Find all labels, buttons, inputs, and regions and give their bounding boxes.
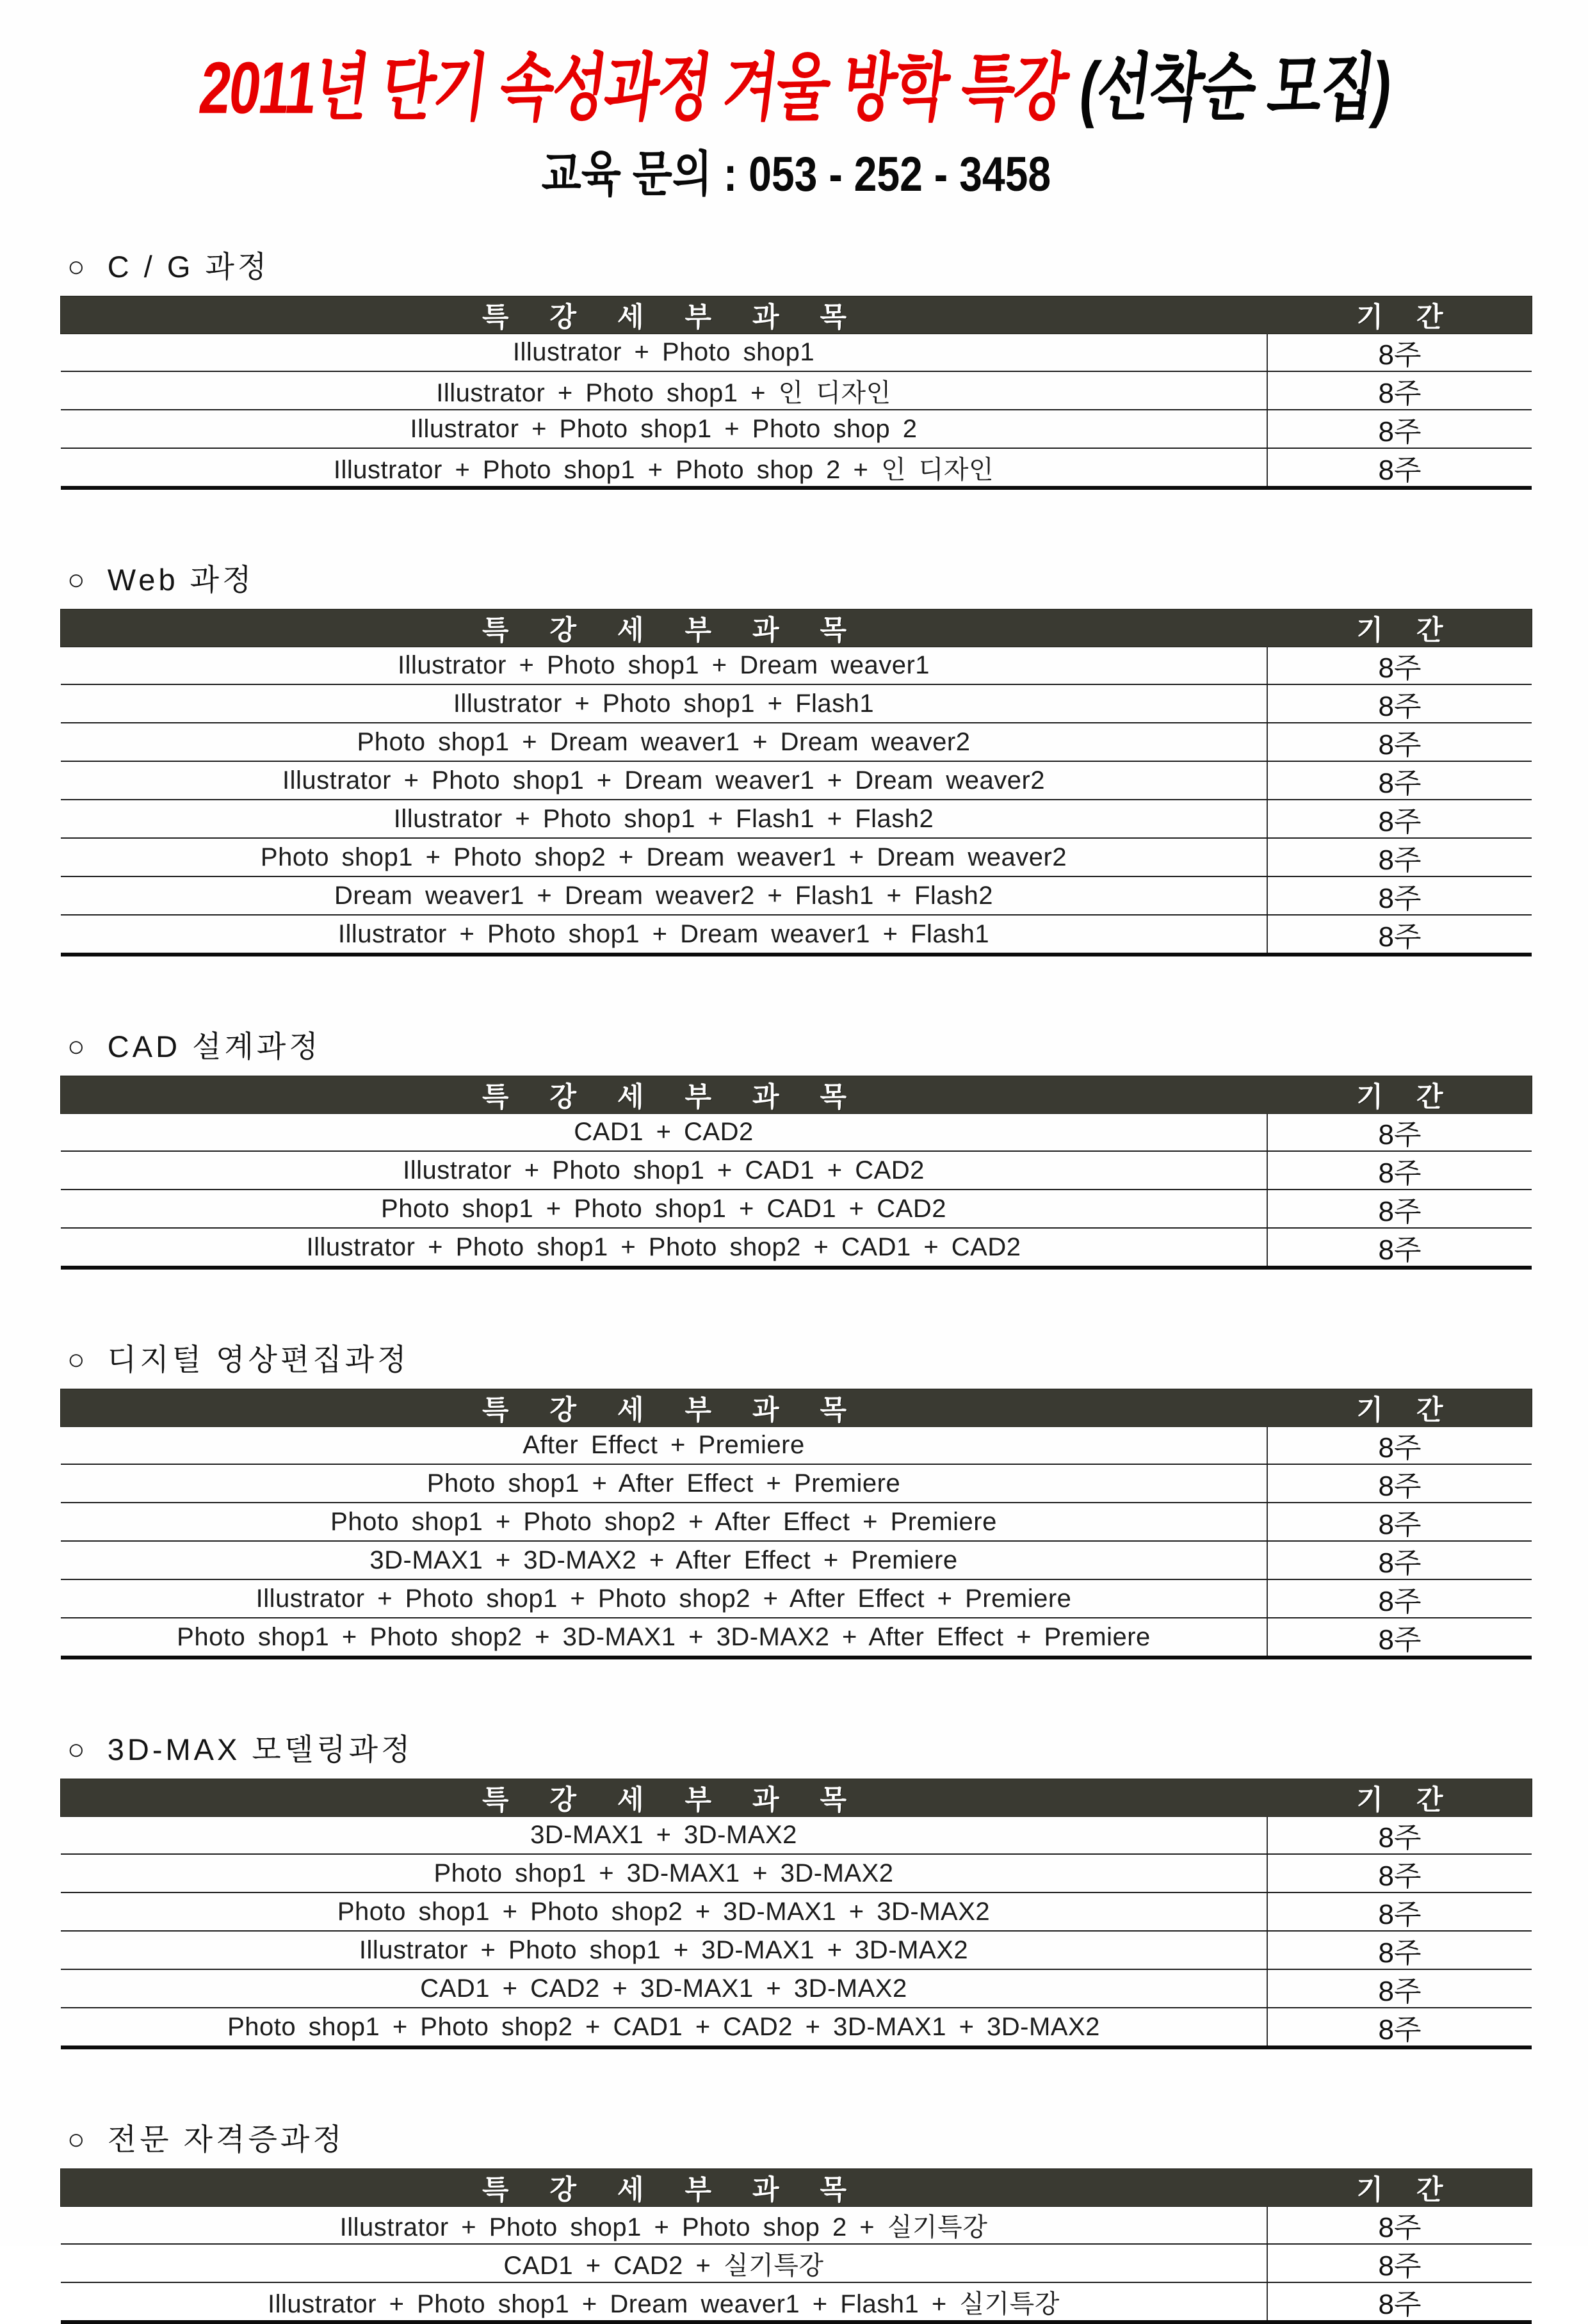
table-header-row [61,1389,1532,1426]
column-header-duration: 기 간 [1356,1784,1456,1816]
section-header [61,243,1532,286]
course-duration: 8주 [1267,647,1532,684]
column-header-duration: 기 간 [1356,2174,1456,2206]
course-subject: Illustrator + Photo shop1 + Photo shop2 + CAD1 + CAD2 [306,1232,1021,1261]
course-subject: Photo shop1 + 3D-MAX1 + 3D-MAX2 [433,1859,894,1887]
table-row [61,1618,1532,1656]
table-row [61,800,1532,839]
circle-bullet-icon: ○ [67,2122,88,2156]
course-duration: 8주 [1267,1542,1532,1579]
table-row [61,1190,1532,1229]
course-subject: Illustrator + Photo shop1 [512,337,815,366]
course-section [61,1726,1532,2049]
table-row [61,1855,1532,1893]
course-section [61,2116,1532,2324]
section-header [61,1023,1532,1066]
table-row [61,839,1532,877]
course-duration: 8주 [1267,916,1532,953]
course-subject: Illustrator + Photo shop1 + Flash1 + Flash2 [393,804,934,833]
circle-bullet-icon: ○ [67,1342,88,1376]
course-subject: Photo shop1 + Photo shop1 + CAD1 + CAD2 [381,1194,946,1223]
table-row [61,410,1532,449]
course-duration: 8주 [1267,1855,1532,1892]
table-row [61,762,1532,800]
table-row [61,1580,1532,1618]
column-header-subject: 특 강 세 부 과 목 [482,2174,863,2206]
course-subject: Photo shop1 + Photo shop2 + 3D-MAX1 + 3D-MAX2 + After Effect + Premiere [177,1622,1151,1651]
column-header-duration: 기 간 [1356,1394,1456,1426]
course-subject: Photo shop1 + Photo shop2 + After Effect + Premiere [330,1507,997,1536]
column-header-subject: 특 강 세 부 과 목 [482,1784,863,1816]
table-row [61,723,1532,762]
course-duration: 8주 [1267,334,1532,371]
course-duration: 8주 [1267,1152,1532,1189]
table-row [61,449,1532,486]
section-title: 전문 자격증과정 [107,2122,345,2156]
course-duration: 8주 [1267,1503,1532,1540]
course-duration: 8주 [1267,1113,1532,1150]
course-table [61,609,1532,956]
section-title: CAD 설계과정 [107,1029,321,1063]
sections [61,243,1532,2324]
contact-line [61,140,1532,201]
table-row [61,1932,1532,1970]
course-subject: Dream weaver1 + Dream weaver2 + Flash1 + Flash2 [334,881,994,910]
course-subject: 3D-MAX1 + 3D-MAX2 [530,1820,797,1849]
column-header-duration: 기 간 [1356,302,1456,333]
course-duration: 8주 [1267,410,1532,448]
table-header-row [61,1076,1532,1113]
section-header [61,1336,1532,1379]
course-subject: Illustrator + Photo shop1 + 3D-MAX1 + 3D-MAX2 [359,1935,969,1964]
column-header-duration: 기 간 [1356,615,1456,646]
course-subject: CAD1 + CAD2 + 실기특강 [503,2251,824,2280]
section-rows [61,1113,1532,1266]
table-row [61,877,1532,916]
table-header-row [61,2169,1532,2206]
course-table [61,2169,1532,2324]
course-subject: Illustrator + Photo shop1 + 인 디자인 [436,378,891,407]
column-header-subject: 특 강 세 부 과 목 [482,1394,863,1426]
course-table [61,1779,1532,2049]
table-row [61,2245,1532,2283]
page-title-text [195,29,1397,134]
course-section [61,1336,1532,1659]
table-row [61,1113,1532,1152]
course-section [61,1023,1532,1270]
course-duration: 8주 [1267,1816,1532,1853]
course-table [61,1389,1532,1659]
section-header [61,2116,1532,2159]
course-subject: Photo shop1 + Photo shop2 + 3D-MAX1 + 3D-MAX2 [337,1897,991,1926]
column-header-duration: 기 간 [1356,1081,1456,1113]
course-duration: 8주 [1267,449,1532,486]
course-subject: CAD1 + CAD2 [574,1117,754,1146]
circle-bullet-icon: ○ [67,562,88,596]
course-duration: 8주 [1267,800,1532,837]
course-duration: 8주 [1267,1465,1532,1502]
course-duration: 8주 [1267,1893,1532,1930]
table-row [61,1229,1532,1266]
table-row [61,1465,1532,1503]
course-section [61,556,1532,956]
course-duration: 8주 [1267,839,1532,876]
course-duration: 8주 [1267,1229,1532,1266]
course-subject: Illustrator + Photo shop1 + Dream weaver1 + Flash1 + 실기특강 [268,2289,1060,2318]
circle-bullet-icon: ○ [67,1732,88,1766]
section-rows [61,1816,1532,2046]
title-main: 2011년 단기 속성과정 겨울 방학 특강 [195,47,1085,129]
column-header-subject: 특 강 세 부 과 목 [482,302,863,333]
section-header [61,1726,1532,1769]
course-subject: Illustrator + Photo shop1 + Dream weaver1 + Dream weaver2 [282,766,1046,795]
course-duration: 8주 [1267,2008,1532,2046]
course-table [61,296,1532,490]
course-subject: Photo shop1 + Dream weaver1 + Dream weaver2 [357,727,971,756]
section-header [61,556,1532,599]
course-subject: Illustrator + Photo shop1 + Flash1 [453,689,875,718]
table-row [61,334,1532,372]
table-row [61,647,1532,685]
contact-phone: 교육 문의 : 053 - 252 - 3458 [541,147,1051,202]
section-title: Web 과정 [107,563,255,597]
table-row [61,2206,1532,2245]
course-duration: 8주 [1267,685,1532,722]
table-row [61,1503,1532,1542]
course-duration: 8주 [1267,877,1532,914]
course-duration: 8주 [1267,372,1532,409]
circle-bullet-icon: ○ [67,249,88,283]
course-duration: 8주 [1267,723,1532,761]
section-title: 3D-MAX 모델링과정 [107,1732,414,1766]
course-subject: Illustrator + Photo shop1 + Photo shop 2 [410,414,918,443]
course-subject: After Effect + Premiere [523,1430,805,1459]
column-header-subject: 특 강 세 부 과 목 [482,1081,863,1113]
course-subject: 3D-MAX1 + 3D-MAX2 + After Effect + Premiere [369,1545,958,1574]
course-duration: 8주 [1267,2245,1532,2282]
title-suffix: (선착순 모집) [1075,47,1396,129]
course-subject: Illustrator + Photo shop1 + Photo shop 2 + 실기특강 [339,2213,988,2241]
table-header-row [61,296,1532,334]
table-row [61,1816,1532,1855]
table-row [61,916,1532,953]
table-row [61,1542,1532,1580]
course-duration: 8주 [1267,1580,1532,1617]
section-title: 디지털 영상편집과정 [107,1343,410,1376]
course-table [61,1076,1532,1270]
table-row [61,372,1532,410]
course-duration: 8주 [1267,2206,1532,2243]
course-duration: 8주 [1267,2283,1532,2320]
course-duration: 8주 [1267,1618,1532,1656]
course-duration: 8주 [1267,1970,1532,2007]
course-section [61,243,1532,490]
table-row [61,1970,1532,2008]
course-duration: 8주 [1267,1426,1532,1464]
circle-bullet-icon: ○ [67,1029,88,1063]
course-subject: Illustrator + Photo shop1 + Photo shop 2 + 인 디자인 [333,455,994,484]
course-subject: Photo shop1 + After Effect + Premiere [426,1469,901,1497]
table-row [61,1152,1532,1190]
course-subject: CAD1 + CAD2 + 3D-MAX1 + 3D-MAX2 [420,1974,907,2003]
course-duration: 8주 [1267,1190,1532,1227]
course-duration: 8주 [1267,762,1532,799]
course-subject: Illustrator + Photo shop1 + Dream weaver1 + Flash1 [337,919,990,948]
course-subject: Illustrator + Photo shop1 + Dream weaver1 [397,650,930,679]
section-rows [61,334,1532,486]
course-subject: Illustrator + Photo shop1 + CAD1 + CAD2 [403,1156,925,1184]
section-rows [61,2206,1532,2320]
table-header-row [61,609,1532,647]
table-row [61,685,1532,723]
table-header-row [61,1779,1532,1816]
section-rows [61,1426,1532,1656]
course-subject: Photo shop1 + Photo shop2 + CAD1 + CAD2 + 3D-MAX1 + 3D-MAX2 [227,2012,1100,2041]
table-row [61,1426,1532,1465]
section-title: C / G 과정 [107,250,270,284]
course-duration: 8주 [1267,1932,1532,1969]
column-header-subject: 특 강 세 부 과 목 [482,615,863,646]
table-row [61,2008,1532,2046]
course-subject: Illustrator + Photo shop1 + Photo shop2 + After Effect + Premiere [255,1584,1072,1613]
page-title [61,33,1532,129]
section-rows [61,647,1532,953]
course-subject: Photo shop1 + Photo shop2 + Dream weaver1 + Dream weaver2 [260,843,1067,871]
table-row [61,2283,1532,2320]
table-row [61,1893,1532,1932]
